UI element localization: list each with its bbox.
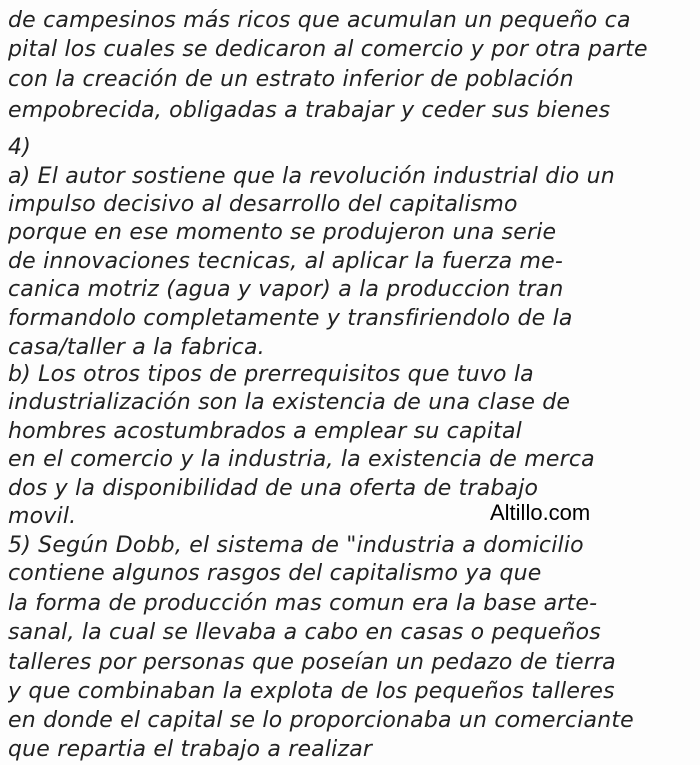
text-line: talleres por personas que poseían un pedazo de tierra	[8, 650, 616, 675]
text-line: industrialización son la existencia de una clase de	[8, 390, 571, 415]
text-line: b) Los otros tipos de prerrequisitos que tuvo la	[8, 362, 534, 387]
text-line: 5) Según Dobb, el sistema de "industria a domicilio	[8, 533, 584, 558]
text-line: contiene algunos rasgos del capitalismo ya que	[8, 561, 542, 586]
text-line: que repartia el trabajo a realizar	[8, 737, 373, 762]
text-line: la forma de producción mas comun era la base arte-	[8, 591, 598, 616]
text-line: sanal, la cual se llevaba a cabo en casas o pequeños	[8, 620, 601, 645]
text-line: en donde el capital se lo proporcionaba un comerciante	[8, 708, 634, 733]
text-line: porque en ese momento se produjeron una serie	[8, 220, 557, 245]
text-line: casa/taller a la fabrica.	[8, 335, 265, 360]
text-line: con la creación de un estrato inferior de población	[8, 67, 574, 92]
watermark: Altillo.com	[490, 500, 591, 525]
text-line: de campesinos más ricos que acumulan un pequeño ca	[8, 8, 631, 33]
text-line: canica motriz (agua y vapor) a la produccion tran	[8, 277, 564, 302]
text-line: impulso decisivo al desarrollo del capitalismo	[8, 192, 518, 217]
text-line: movil.	[8, 504, 77, 529]
text-line: formandolo completamente y transfiriendolo de la	[8, 306, 573, 331]
text-line: y que combinaban la explota de los pequeños talleres	[8, 679, 615, 704]
text-line: pital los cuales se dedicaron al comercio y por otra parte	[8, 37, 648, 62]
text-line: empobrecida, obligadas a trabajar y ceder sus bienes	[8, 98, 611, 123]
text-line: a) El autor sostiene que la revolución industrial dio un	[8, 164, 615, 189]
text-line: dos y la disponibilidad de una oferta de trabajo	[8, 476, 539, 501]
text-line: de innovaciones tecnicas, al aplicar la fuerza me-	[8, 249, 564, 274]
text-line: 4)	[8, 135, 31, 160]
text-line: en el comercio y la industria, la existencia de merca	[8, 447, 595, 472]
text-line: hombres acostumbrados a emplear su capital	[8, 419, 522, 444]
